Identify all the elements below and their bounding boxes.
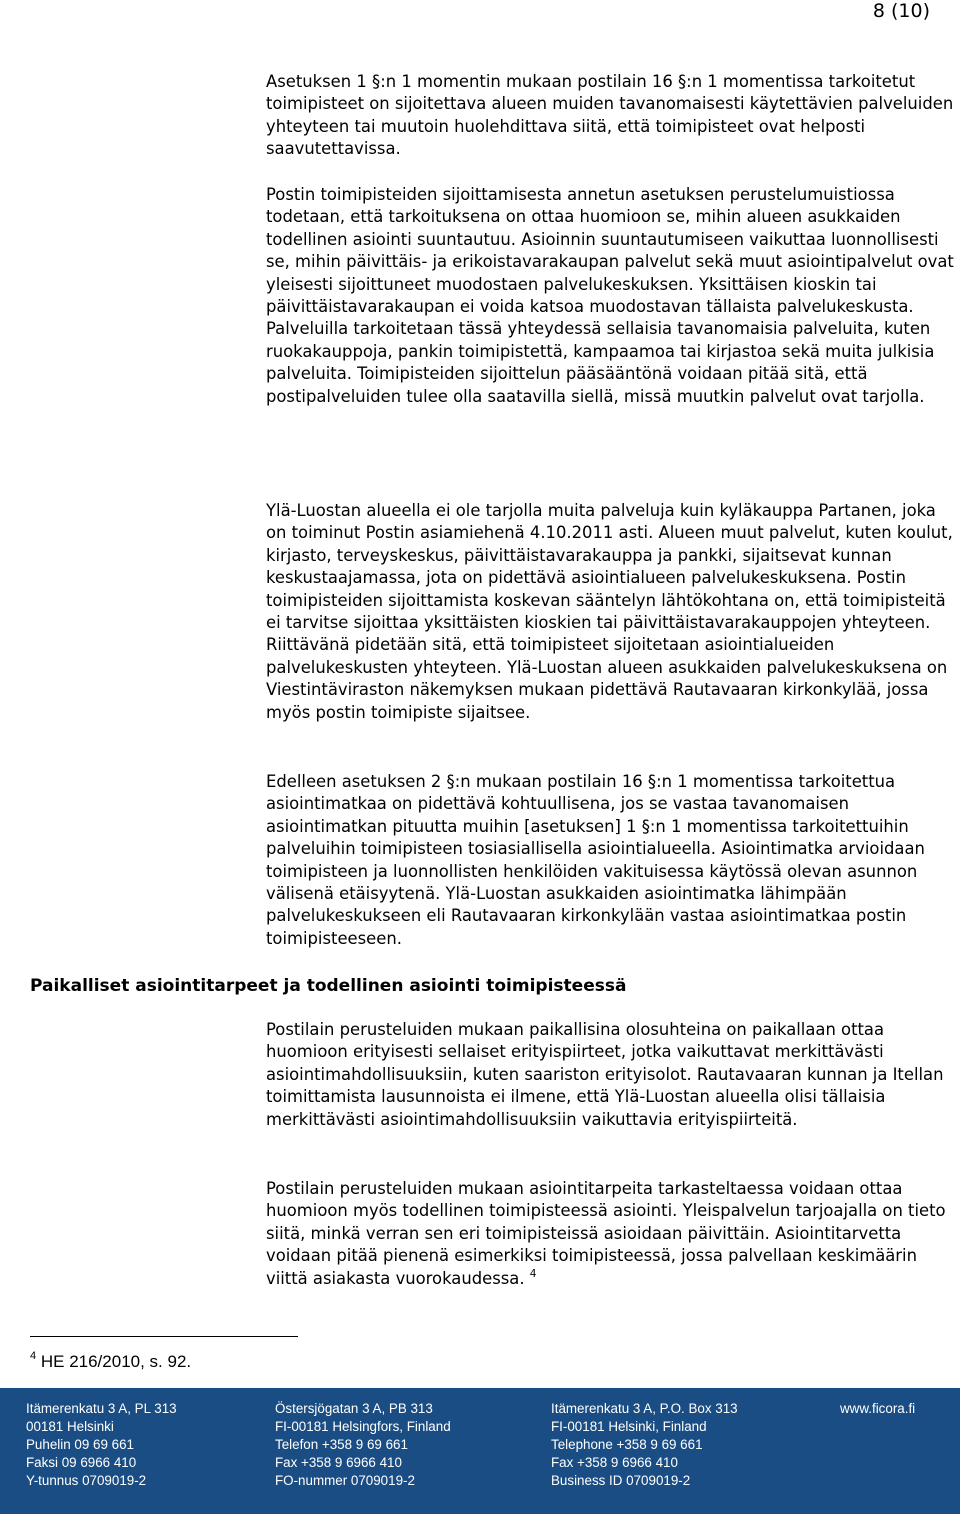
footnote-text: HE 216/2010, s. 92.	[40, 1352, 192, 1371]
footer-line: Puhelin 09 69 661	[26, 1437, 134, 1452]
footnote-number: 4	[30, 1350, 37, 1362]
footer-line: Y-tunnus 0709019-2	[26, 1473, 147, 1488]
footer-line: FI-00181 Helsingfors, Finland	[275, 1419, 451, 1434]
footer-contact-bar	[0, 1388, 960, 1514]
footer-contact-finnish	[26, 1400, 177, 1490]
website-link[interactable]: www.ficora.fi	[840, 1401, 916, 1416]
footer-line: Fax +358 9 6966 410	[275, 1455, 402, 1470]
footer-contact-english	[551, 1400, 738, 1490]
footnote	[30, 1350, 191, 1374]
footer-line: Fax +358 9 6966 410	[551, 1455, 678, 1470]
footer-line: FO-nummer 0709019-2	[275, 1473, 415, 1488]
footer-line: 00181 Helsinki	[26, 1419, 114, 1434]
footer-line: Telefon +358 9 69 661	[275, 1437, 408, 1452]
footer-line: Östersjögatan 3 A, PB 313	[275, 1401, 433, 1416]
footer-contact-swedish	[275, 1400, 451, 1490]
paragraph-actual-usage	[266, 1178, 956, 1290]
paragraph-yla-luosta-services: Ylä-Luostan alueella ei ole tarjolla muita palveluja kuin kyläkauppa Partanen, joka on toiminut Postin asiamiehenä 4.10.2011 asti. Alueen muut palvelut, kuten koulut, kirjasto, terveyskeskus, päivittäistavarakauppa ja pankki, sijaitsevat kunnan keskustaajamassa, jota on pidettävä asiointialueen palvelukeskuksena. Postin toimipisteiden sijoittamista koskevan sääntelyn lähtökohtana on, että toimipisteitä ei tarvitse sijoittaa yksittäisten kioskien tai päivittäistavarakauppojen yhteyteen. Riittävänä pidetään sitä, että toimipisteet sijoitetaan asiointialueiden palvelukeskusten yhteyteen. Ylä-Luostan alueen asukkaiden palvelukeskuksena on Viestintäviraston näkemyksen mukaan pidettävä Rautavaaran kirkonkylää, jossa myös postin toimipiste sijaitsee.	[266, 501, 953, 722]
footer-line: FI-00181 Helsinki, Finland	[551, 1419, 707, 1434]
footer-line: Telephone +358 9 69 661	[551, 1437, 703, 1452]
paragraph-decree-section-2: Edelleen asetuksen 2 §:n mukaan postilain 16 §:n 1 momentissa tarkoitettua asiointimatkaa on pidettävä kohtuullisena, jos se vastaa tavanomaisen asiointimatkan pituutta muihin [asetuksen] 1 §:n 1 momentissa tarkoitettuihin palveluihin toimipisteen tosiasiallisella asiointialueella. Asiointimatka arvioidaan toimipisteen ja luonnollisten henkilöiden vakituisessa käytössä olevan asunnon välisenä etäisyytenä. Ylä-Luostan asukkaiden asiointimatka lähimpään palvelukeskukseen eli Rautavaaran kirkonkylään vastaa asiointimatkaa postin toimipisteeseen.	[266, 772, 925, 948]
footer-line: Itämerenkatu 3 A, P.O. Box 313	[551, 1401, 738, 1416]
footer-website-link[interactable]	[840, 1400, 915, 1418]
footnote-reference[interactable]: 4	[529, 1267, 537, 1280]
footer-line: Faksi 09 6966 410	[26, 1455, 137, 1470]
paragraph-decree-section-1: Asetuksen 1 §:n 1 momentin mukaan postilain 16 §:n 1 momentissa tarkoitetut toimipisteet on sijoitettava alueen muiden tavanomaisesti käytettävien palveluiden yhteyteen tai muutoin huolehdittava siitä, että toimipisteet ovat helposti saavutettavissa.	[266, 72, 954, 159]
footer-line: Business ID 0709019-2	[551, 1473, 691, 1488]
footer-line: Itämerenkatu 3 A, PL 313	[26, 1401, 177, 1416]
paragraph-explanatory-memo: Postin toimipisteiden sijoittamisesta annetun asetuksen perustelumuistiossa todetaan, että tarkoituksena on ottaa huomioon se, mihin alueen asukkaiden todellinen asiointi suuntautuu. Asioinnin suuntautumiseen vaikuttaa luonnollisesti se, mihin päivittäis- ja erikoistavarakaupan palvelut sekä muut asiointipalvelut ovat yleisesti sijoittuneet muodostaen palvelukeskuksen. Yksittäisen kioskin tai päivittäistavarakaupan ei voida katsoa muodostavan tällaista palvelukeskusta. Palveluilla tarkoitetaan tässä yhteydessä sellaisia tavanomaisia palveluita, kuten ruokakauppoja, pankin toimipistettä, kampaamoa tai kirjastoa sekä muita julkisia palveluita. Toimipisteiden sijoittelun pääsääntönä voidaan pitää sitä, että postipalveluiden tulee olla saatavilla siellä, missä muutkin palvelut ovat tarjolla.	[266, 185, 954, 406]
footnote-separator	[30, 1336, 298, 1337]
section-heading: Paikalliset asiointitarpeet ja todellinen asiointi toimipisteessä	[30, 976, 627, 996]
page-number: 8 (10)	[872, 0, 930, 22]
paragraph-actual-usage-text: Postilain perusteluiden mukaan asiointitarpeita tarkasteltaessa voidaan ottaa huomioon myös todellinen toimipisteessä asiointi. Yleispalvelun tarjoajalla on tieto siitä, minkä verran sen eri toimipisteissä asioidaan päivittäin. Asiointitarvetta voidaan pitää pienenä esimerkiksi toimipisteessä, jossa palvellaan keskimäärin viittä asiakasta vuorokaudessa.	[266, 1179, 946, 1288]
paragraph-local-conditions: Postilain perusteluiden mukaan paikallisina olosuhteina on paikallaan ottaa huomioon erityisesti sellaiset erityispiirteet, jotka vaikuttavat merkittävästi asiointimahdollisuuksiin, kuten saariston erityisolot. Rautavaaran kunnan ja Itellan toimittamista lausunnoista ei ilmene, että Ylä-Luostan alueella olisi tällaisia merkittävästi asiointimahdollisuuksiin vaikuttavia erityispiirteitä.	[266, 1020, 944, 1129]
